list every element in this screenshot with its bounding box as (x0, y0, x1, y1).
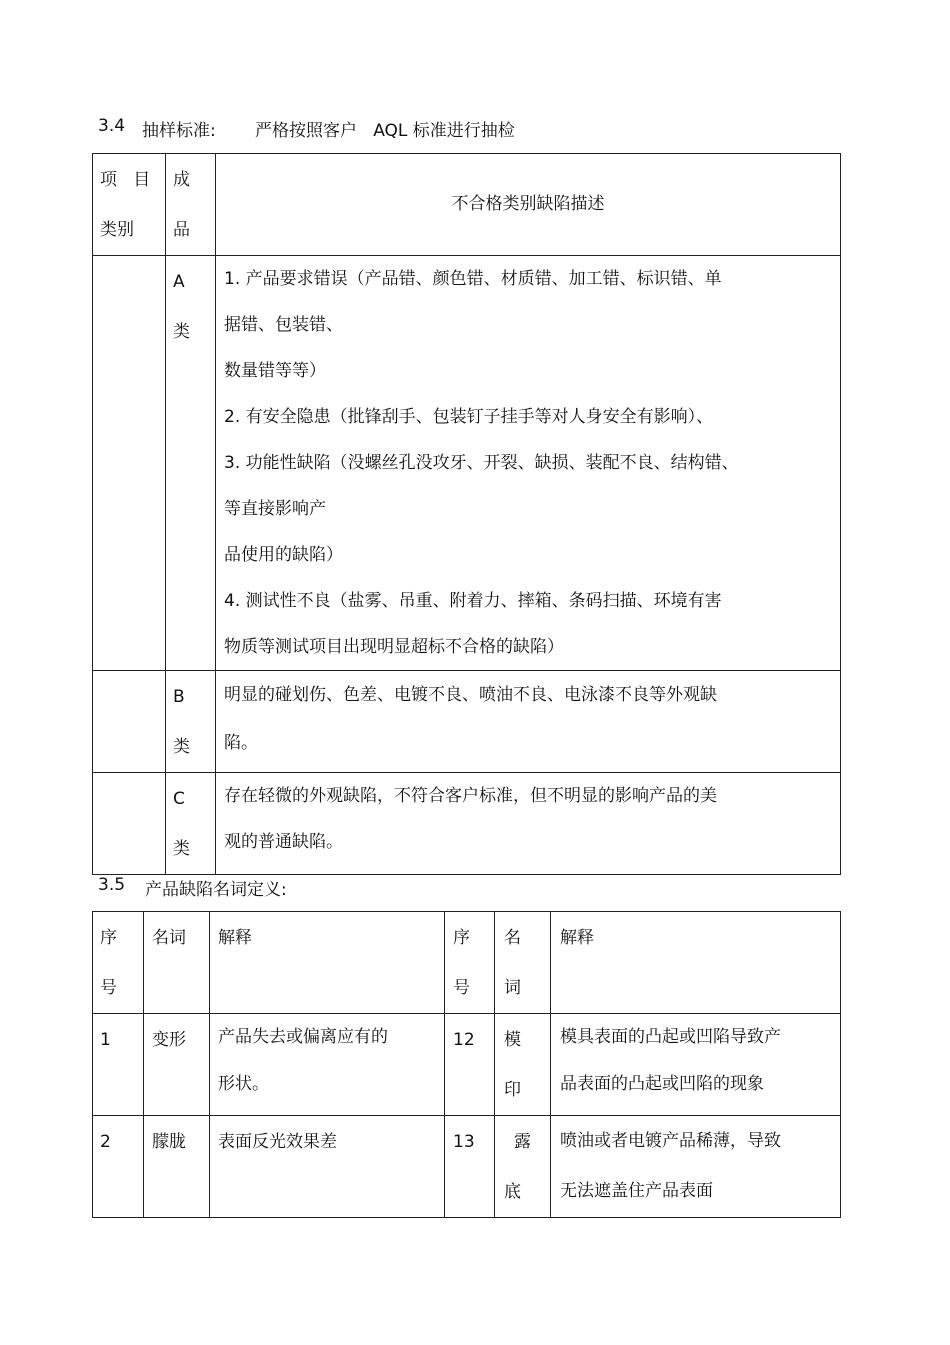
table2-row-2 (93, 1116, 841, 1218)
defect-category-table (92, 153, 841, 875)
row-1-seq: 1 (93, 1014, 144, 1116)
row-1-term: 变形 (144, 1014, 210, 1116)
row-2-explain: 表面反光效果差 (210, 1116, 445, 1218)
row-2-explain-2: 喷油或者电镀产品稀薄，导致 无法遮盖住产品表面 (551, 1116, 841, 1218)
header-explain: 解释 (210, 912, 445, 1014)
row-2-term: 朦胧 (144, 1116, 210, 1218)
table2-row-1 (93, 1014, 841, 1116)
section-3-4-label: 抽样标准: (142, 121, 216, 141)
row-2-seq-2: 13 (445, 1116, 495, 1218)
header-term: 名词 (144, 912, 210, 1014)
row-b-class: B 类 (166, 671, 216, 773)
section-3-5-number: 3.5 (98, 875, 126, 895)
row-1-seq-2: 12 (445, 1014, 495, 1116)
section-3-4-number: 3.4 (98, 116, 126, 136)
header-defect-description: 不合格类别缺陷描述 (216, 154, 841, 256)
row-a-class: A 类 (166, 256, 216, 671)
defect-terms-table (92, 911, 841, 1218)
row-a-description: 1. 产品要求错误（产品错、颜色错、材质错、加工错、标识错、单 据错、包装错、 数量错等等） 2. 有安全隐患（批锋刮手、包装钉子挂手等对人身安全有影响）、 3. 功能性缺陷（没螺丝孔没攻牙、开裂、缺损、装配不良、结构错、 等直接影响产 品使用的缺陷） 4. 测试性不良（盐雾、吊重、附着力、摔箱、条码扫描、环境有害 物质等测试项目出现明显超标不合格的缺陷） (216, 256, 841, 671)
header-finished-product: 成 品 (166, 154, 216, 256)
section-3-4-text: 严格按照客户 AQL 标准进行抽检 (255, 121, 515, 141)
table1-header-row (93, 154, 841, 256)
row-1-explain: 产品失去或偏离应有的 形状。 (210, 1014, 445, 1116)
section-3-5-label: 产品缺陷名词定义: (145, 880, 287, 900)
table1-row-a (93, 256, 841, 671)
header-seq-2: 序 号 (445, 912, 495, 1014)
row-2-term-2: 露 底 (495, 1116, 551, 1218)
row-a-category (93, 256, 166, 671)
row-1-term-2: 模 印 (495, 1014, 551, 1116)
table1-row-b (93, 671, 841, 773)
header-seq: 序 号 (93, 912, 144, 1014)
row-1-explain-2: 模具表面的凸起或凹陷导致产 品表面的凸起或凹陷的现象 (551, 1014, 841, 1116)
row-b-description: 明显的碰划伤、色差、电镀不良、喷油不良、电泳漆不良等外观缺 陷。 (216, 671, 841, 773)
table2-header-row (93, 912, 841, 1014)
row-c-description: 存在轻微的外观缺陷，不符合客户标准，但不明显的影响产品的美 观的普通缺陷。 (216, 773, 841, 875)
row-2-seq: 2 (93, 1116, 144, 1218)
row-c-class: C 类 (166, 773, 216, 875)
row-c-category (93, 773, 166, 875)
row-b-category (93, 671, 166, 773)
header-explain-2: 解释 (551, 912, 841, 1014)
header-item-category: 项 目 类别 (93, 154, 166, 256)
header-term-2: 名 词 (495, 912, 551, 1014)
table1-row-c (93, 773, 841, 875)
